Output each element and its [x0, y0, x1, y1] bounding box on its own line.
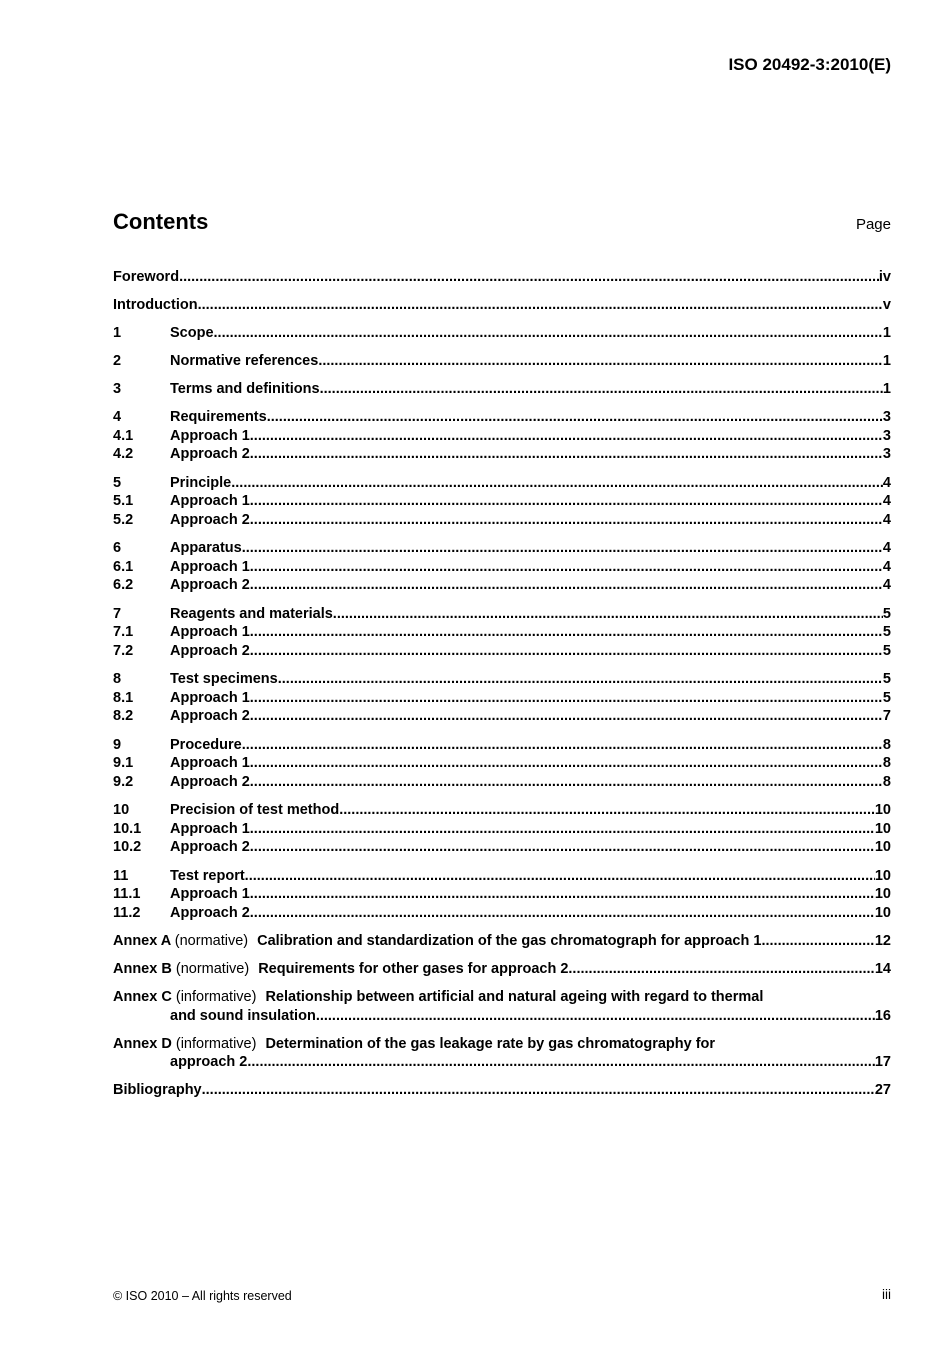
toc-entry[interactable] [113, 511, 891, 530]
toc-entry-title: Precision of test method [170, 802, 340, 818]
toc-entry-title: Approach 2 [170, 642, 250, 659]
toc-entry-title: Approach 1 [170, 886, 250, 902]
toc-entry[interactable] [113, 885, 891, 904]
leader-dots [339, 801, 875, 820]
leader-dots [250, 904, 875, 923]
toc-entry[interactable] [113, 380, 891, 399]
toc-entry-page: 10 [874, 802, 891, 818]
leader-dots [568, 960, 874, 979]
toc-entry-number: 7.1 [113, 624, 134, 640]
toc-entry-number: 5.2 [113, 511, 134, 528]
annex-label [113, 932, 248, 951]
toc-section-group [113, 324, 891, 343]
leader-dots [250, 773, 883, 792]
toc-entry-page: 4 [882, 558, 891, 575]
toc-entry-title: Foreword [113, 269, 180, 285]
leader-dots [247, 1053, 875, 1072]
toc-entry[interactable] [113, 773, 891, 792]
toc-entry-title: Approach 1 [170, 558, 250, 575]
leader-dots [250, 754, 883, 773]
toc-entry-page: 8 [882, 773, 891, 790]
toc-entry-title: Principle [170, 474, 232, 491]
leader-dots [250, 707, 883, 726]
toc-entry[interactable] [113, 268, 891, 287]
page-column-label: Page [855, 216, 891, 233]
toc-entry-page: iv [878, 269, 891, 285]
toc-entry-number: 3 [113, 381, 122, 397]
annex-title: Determination of the gas leakage rate by gas chromatography for [265, 1035, 716, 1052]
toc-entry-number: 11.2 [113, 904, 141, 921]
toc-annex-entry[interactable] [113, 932, 891, 951]
toc-entry[interactable] [113, 352, 891, 371]
toc-entry-page: 10 [874, 867, 891, 884]
toc-entry-number: 5.1 [113, 493, 134, 509]
toc-section-group [113, 474, 891, 530]
leader-dots [214, 324, 883, 343]
toc-entry-page: 17 [874, 1054, 891, 1070]
toc-annex [113, 960, 891, 979]
toc-entry-title: Approach 1 [170, 427, 250, 444]
toc-entry-page: 5 [882, 671, 891, 687]
leader-dots [250, 642, 883, 661]
toc-entry-title: Approach 2 [170, 839, 250, 855]
toc-entry-title: Bibliography [113, 1082, 202, 1098]
toc-entry[interactable] [113, 558, 891, 577]
leader-dots [250, 820, 875, 839]
toc-entry-number: 6.1 [113, 558, 134, 575]
toc-entry[interactable] [113, 904, 891, 923]
leader-dots [250, 576, 883, 595]
toc-entry-page: 10 [874, 839, 891, 855]
toc-entry-title: Approach 2 [170, 773, 250, 790]
toc-introduction [113, 296, 891, 315]
toc-entry-title: Normative references [170, 353, 319, 369]
leader-dots [250, 623, 883, 642]
annex-type: (normative) [174, 933, 249, 949]
annex-title-continued: approach 2 [170, 1054, 248, 1070]
toc-entry-page: 10 [874, 886, 891, 902]
leader-dots [250, 445, 883, 464]
toc-entry-number: 1 [113, 325, 122, 341]
toc-foreword [113, 268, 891, 287]
toc-entry-page: 16 [874, 1007, 891, 1024]
toc-entry-number: 4 [113, 409, 122, 425]
toc-entry[interactable] [113, 623, 891, 642]
toc-entry-title: Approach 1 [170, 755, 250, 771]
toc-annex [113, 988, 891, 1025]
toc-entry-number: 7.2 [113, 642, 134, 659]
leader-dots [278, 670, 883, 689]
toc-entry-title: Approach 2 [170, 511, 250, 528]
leader-dots [250, 838, 875, 857]
toc-entry-title: Approach 2 [170, 577, 250, 593]
toc-entry-title: Apparatus [170, 540, 242, 556]
toc-entry-page: 27 [874, 1082, 891, 1098]
toc-section-group [113, 670, 891, 726]
annex-type: (informative) [175, 989, 257, 1005]
toc-entry-page: 5 [882, 642, 891, 659]
annex-type: (normative) [175, 961, 250, 977]
toc-entry-title: Approach 1 [170, 820, 250, 837]
toc-entry-title: Requirements [170, 409, 267, 425]
annex-title: Relationship between artificial and natural ageing with regard to thermal [265, 989, 764, 1005]
toc-bibliography [113, 1081, 891, 1100]
leader-dots [250, 427, 883, 446]
toc-entry-title: Introduction [113, 297, 198, 313]
toc-annex-entry[interactable] [113, 988, 891, 1007]
toc-entry-title: Approach 2 [170, 446, 250, 462]
annex-label [113, 1035, 256, 1054]
toc-entry-number: 8.1 [113, 689, 134, 706]
leader-dots [198, 296, 883, 315]
leader-dots [231, 474, 883, 493]
toc-entry[interactable] [113, 670, 891, 689]
leader-dots [250, 558, 883, 577]
toc-section-group [113, 408, 891, 464]
toc-entry-title: Approach 1 [170, 493, 250, 509]
toc-entry-page: 4 [882, 511, 891, 528]
toc-entry[interactable] [113, 492, 891, 511]
toc-entry-page: 4 [882, 577, 891, 593]
toc-entry[interactable] [113, 820, 891, 839]
annex-type: (informative) [175, 1035, 257, 1052]
leader-dots [202, 1081, 875, 1100]
toc-entry[interactable] [113, 427, 891, 446]
leader-dots [250, 885, 875, 904]
toc-entry-title: Approach 2 [170, 904, 250, 921]
toc-sections [113, 324, 891, 922]
toc-entry-number: 9 [113, 736, 122, 753]
toc-entry[interactable] [113, 445, 891, 464]
toc-annex-entry-continued[interactable] [113, 1007, 891, 1026]
page-title: Contents [113, 209, 209, 234]
toc-entry[interactable] [113, 801, 891, 820]
toc-section-group [113, 352, 891, 371]
toc-entry-number: 5 [113, 474, 122, 491]
toc-section-group [113, 605, 891, 661]
toc-annex [113, 1035, 891, 1072]
annex-title: Requirements for other gases for approach 2 [258, 961, 569, 977]
toc-entry-page: 4 [882, 540, 891, 556]
leader-dots [245, 867, 875, 886]
toc-entry[interactable] [113, 324, 891, 343]
toc-entry-page: 14 [874, 961, 891, 977]
toc-entry-number: 10 [113, 802, 130, 818]
leader-dots [179, 268, 879, 287]
annex-letter: Annex D [113, 1035, 172, 1052]
toc-entry[interactable] [113, 736, 891, 755]
toc-entry-number: 4.2 [113, 446, 134, 462]
leader-dots [250, 689, 883, 708]
leader-dots [267, 408, 883, 427]
annex-letter: Annex A [113, 933, 171, 949]
toc-entry-page: 8 [882, 736, 891, 753]
toc-section-group [113, 380, 891, 399]
footer-copyright: © ISO 2010 – All rights reserved [113, 1289, 292, 1303]
toc-entry-title: Test report [170, 867, 245, 884]
toc-entry-number: 7 [113, 605, 122, 622]
toc-entry-title: Terms and definitions [170, 381, 320, 397]
toc-entry-page: 5 [882, 624, 891, 640]
toc-entry[interactable] [113, 296, 891, 315]
toc-entry-number: 10.2 [113, 839, 142, 855]
toc-entry-number: 9.2 [113, 773, 134, 790]
toc-entry-page: 10 [874, 904, 891, 921]
leader-dots [242, 539, 883, 558]
leader-dots [242, 736, 883, 755]
leader-dots [320, 380, 883, 399]
leader-dots [333, 605, 883, 624]
toc-annex [113, 932, 891, 951]
toc-entry-number: 6 [113, 540, 122, 556]
toc-entry[interactable] [113, 1081, 891, 1100]
annex-title-continued: and sound insulation [170, 1007, 316, 1024]
toc-entry-page: 3 [882, 446, 891, 462]
toc-entry-page: v [882, 297, 891, 313]
toc-section-group [113, 736, 891, 792]
leader-dots [250, 511, 883, 530]
toc-entry-page: 4 [882, 493, 891, 509]
annex-title: Calibration and standardization of the gas chromatograph for approach 1 [257, 933, 762, 949]
toc-entry[interactable] [113, 605, 891, 624]
toc-entry-number: 4.1 [113, 427, 134, 444]
toc-entry[interactable] [113, 539, 891, 558]
leader-dots [316, 1007, 875, 1026]
toc-entry[interactable] [113, 408, 891, 427]
toc-entry[interactable] [113, 576, 891, 595]
toc-entry-page: 1 [882, 381, 891, 397]
toc-entry-number: 11.1 [113, 886, 141, 902]
toc-entry-page: 10 [874, 820, 891, 837]
toc-entry-title: Scope [170, 325, 214, 341]
toc-entry-title: Approach 1 [170, 689, 250, 706]
toc-entry[interactable] [113, 838, 891, 857]
toc-entry[interactable] [113, 867, 891, 886]
annex-letter: Annex B [113, 961, 172, 977]
leader-dots [250, 492, 883, 511]
annex-label [113, 988, 256, 1007]
toc-annex-entry[interactable] [113, 960, 891, 979]
toc-entry-page: 1 [882, 325, 891, 341]
toc-entry-number: 6.2 [113, 577, 134, 593]
toc-entry-title: Reagents and materials [170, 605, 333, 622]
toc-entry-number: 10.1 [113, 820, 142, 837]
toc-section-group [113, 539, 891, 595]
toc-entry-title: Approach 1 [170, 624, 250, 640]
annex-letter: Annex C [113, 989, 172, 1005]
toc-annexes [113, 932, 891, 1072]
leader-dots [318, 352, 883, 371]
toc-entry[interactable] [113, 474, 891, 493]
toc-entry-number: 8.2 [113, 708, 134, 724]
table-of-contents [113, 268, 891, 1109]
toc-entry-page: 3 [882, 427, 891, 444]
toc-entry[interactable] [113, 754, 891, 773]
toc-entry[interactable] [113, 642, 891, 661]
toc-entry-title: Procedure [170, 736, 242, 753]
toc-entry-page: 5 [882, 689, 891, 706]
toc-entry-page: 1 [882, 353, 891, 369]
toc-entry-number: 11 [113, 867, 129, 884]
leader-dots [761, 932, 874, 951]
toc-entry-page: 5 [882, 605, 891, 622]
toc-annex-entry[interactable] [113, 1035, 891, 1054]
toc-entry-page: 12 [874, 933, 891, 949]
toc-entry-title: Test specimens [170, 671, 278, 687]
toc-entry-number: 8 [113, 671, 122, 687]
toc-entry-number: 2 [113, 353, 122, 369]
annex-label [113, 960, 249, 979]
toc-entry-number: 9.1 [113, 755, 134, 771]
footer-page-number: iii [882, 1287, 891, 1302]
toc-section-group [113, 801, 891, 857]
toc-section-group [113, 867, 891, 923]
toc-entry-title: Approach 2 [170, 708, 250, 724]
toc-entry-page: 3 [882, 409, 891, 425]
toc-entry-page: 4 [882, 474, 891, 491]
toc-entry[interactable] [113, 689, 891, 708]
toc-entry-page: 7 [882, 708, 891, 724]
toc-entry-page: 8 [882, 755, 891, 771]
document-id: ISO 20492-3:2010(E) [728, 55, 891, 74]
toc-entry[interactable] [113, 707, 891, 726]
toc-annex-entry-continued[interactable] [113, 1053, 891, 1072]
